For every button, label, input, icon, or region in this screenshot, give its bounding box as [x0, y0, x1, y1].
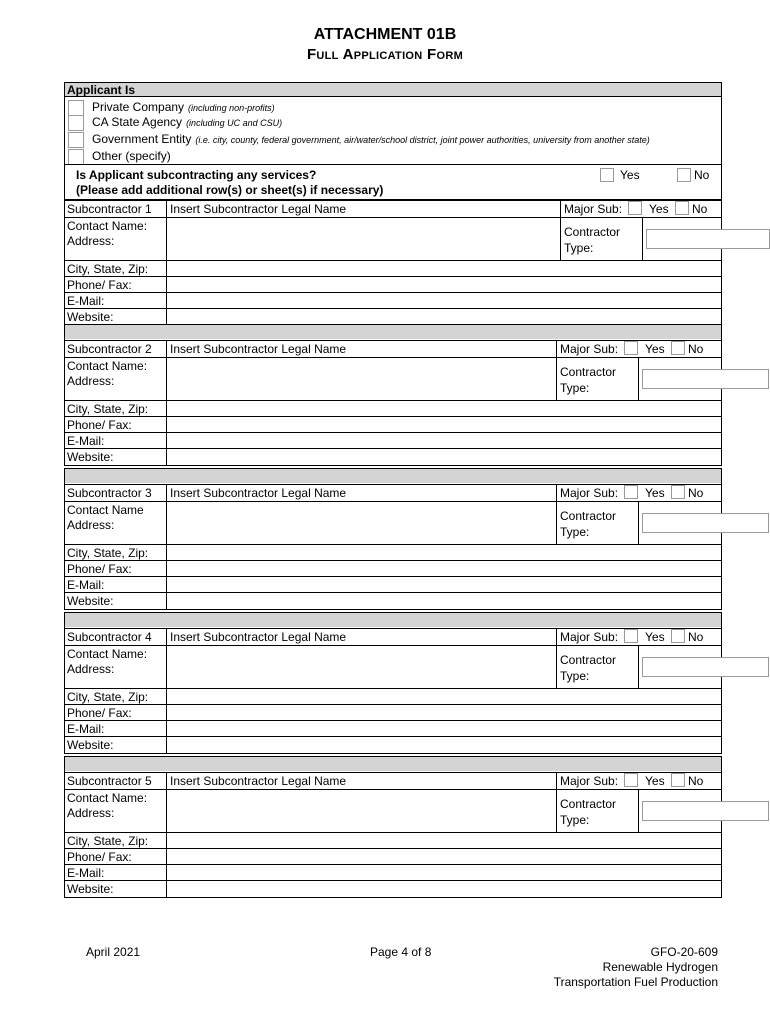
address-label: Address: [67, 806, 115, 820]
city-state-zip-label: City, State, Zip: [67, 690, 149, 704]
contact-name-label: Contact Name: [67, 647, 148, 661]
major-sub-no-label: No [688, 774, 704, 788]
applicant-option-label: CA State Agency [92, 115, 183, 129]
applicant-option-label: Private Company [92, 100, 185, 114]
major-sub-no-checkbox[interactable] [671, 629, 685, 643]
major-sub-yes-checkbox[interactable] [624, 773, 638, 787]
contractor-type-label: Contractor [560, 797, 617, 811]
major-sub-yes-label: Yes [645, 342, 665, 356]
contractor-type-input[interactable] [642, 801, 769, 821]
subcontractor-legal-name[interactable]: Insert Subcontractor Legal Name [170, 486, 347, 500]
applicant-option [92, 115, 282, 130]
applicant-option-note: (including non-profits) [188, 103, 275, 113]
footer-doc-id: GFO-20-609 [650, 945, 718, 959]
separator-bar [65, 613, 721, 627]
major-sub-yes-checkbox[interactable] [624, 485, 638, 499]
contractor-type-label: Contractor [560, 365, 617, 379]
subcontract-question: Is Applicant subcontracting any services? [76, 168, 317, 182]
contact-name-label: Contact Name: [67, 219, 148, 233]
address-label: Address: [67, 662, 115, 676]
applicant-option [92, 100, 275, 115]
address-label: Address: [67, 518, 115, 532]
major-sub-yes-checkbox[interactable] [624, 341, 638, 355]
address-label: Address: [67, 234, 115, 248]
major-sub-label: Major Sub: [560, 486, 619, 500]
contractor-type-label-2: Type: [560, 381, 590, 395]
website-label: Website: [67, 310, 114, 324]
phone-fax-label: Phone/ Fax: [67, 706, 132, 720]
major-sub-yes-label: Yes [645, 630, 665, 644]
major-sub-label: Major Sub: [560, 342, 619, 356]
subcontract-yes-checkbox[interactable] [600, 168, 614, 182]
footer-date: April 2021 [86, 945, 141, 959]
email-label: E-Mail: [67, 578, 105, 592]
subcontractor-label: Subcontractor 1 [67, 202, 152, 216]
applicant-option-note: (including UC and CSU) [186, 118, 283, 128]
major-sub-no-label: No [688, 630, 704, 644]
website-label: Website: [67, 594, 114, 608]
address-label: Address: [67, 374, 115, 388]
footer-program-detail: Transportation Fuel Production [553, 975, 718, 989]
major-sub-no-label: No [688, 342, 704, 356]
applicant-header: Applicant Is [67, 83, 136, 97]
subcontractor-legal-name[interactable]: Insert Subcontractor Legal Name [170, 342, 347, 356]
major-sub-yes-label: Yes [645, 486, 665, 500]
major-sub-no-checkbox[interactable] [671, 773, 685, 787]
subcontract-note: (Please add additional row(s) or sheet(s) if necessary) [76, 183, 384, 197]
contractor-type-label: Contractor [564, 225, 621, 239]
subcontractor-label: Subcontractor 4 [67, 630, 152, 644]
contact-name-label: Contact Name: [67, 791, 148, 805]
subcontract-no-checkbox[interactable] [677, 168, 691, 182]
contractor-type-label-2: Type: [560, 669, 590, 683]
major-sub-yes-label: Yes [649, 202, 669, 216]
applicant-option-note: (i.e. city, county, federal government, air/water/school district, joint power authorities, university from another state) [195, 135, 650, 145]
contact-name-label: Contact Name [67, 503, 144, 517]
email-label: E-Mail: [67, 866, 105, 880]
major-sub-no-label: No [688, 486, 704, 500]
subcontractor-label: Subcontractor 3 [67, 486, 152, 500]
applicant-header-bar [65, 83, 721, 96]
subcontractor-legal-name[interactable]: Insert Subcontractor Legal Name [170, 202, 347, 216]
phone-fax-label: Phone/ Fax: [67, 418, 132, 432]
subcontract-no-label: No [694, 168, 710, 182]
city-state-zip-label: City, State, Zip: [67, 546, 149, 560]
subcontractor-label: Subcontractor 2 [67, 342, 152, 356]
subcontractor-label: Subcontractor 5 [67, 774, 152, 788]
contractor-type-label: Contractor [560, 653, 617, 667]
major-sub-label: Major Sub: [560, 774, 619, 788]
separator-bar [65, 757, 721, 771]
city-state-zip-label: City, State, Zip: [67, 262, 149, 276]
city-state-zip-label: City, State, Zip: [67, 402, 149, 416]
contractor-type-input[interactable] [642, 513, 769, 533]
email-label: E-Mail: [67, 434, 105, 448]
email-label: E-Mail: [67, 722, 105, 736]
footer-page: Page 4 of 8 [370, 945, 432, 959]
subcontract-yes-label: Yes [620, 168, 640, 182]
applicant-option [92, 132, 650, 147]
contact-name-label: Contact Name: [67, 359, 148, 373]
city-state-zip-label: City, State, Zip: [67, 834, 149, 848]
page-subtitle: Full Application Form [306, 46, 464, 63]
major-sub-no-checkbox[interactable] [671, 485, 685, 499]
subcontractor-legal-name[interactable]: Insert Subcontractor Legal Name [170, 774, 347, 788]
contractor-type-input[interactable] [642, 657, 769, 677]
page-title: ATTACHMENT 01B [313, 26, 457, 43]
separator-bar [65, 469, 721, 483]
major-sub-yes-checkbox[interactable] [624, 629, 638, 643]
applicant-option-label: Government Entity [92, 132, 192, 146]
major-sub-yes-label: Yes [645, 774, 665, 788]
website-label: Website: [67, 738, 114, 752]
applicant-option [92, 149, 175, 164]
major-sub-no-label: No [692, 202, 708, 216]
phone-fax-label: Phone/ Fax: [67, 278, 132, 292]
phone-fax-label: Phone/ Fax: [67, 562, 132, 576]
separator-bar [65, 325, 721, 339]
phone-fax-label: Phone/ Fax: [67, 850, 132, 864]
contractor-type-label: Contractor [560, 509, 617, 523]
applicant-option-checkbox[interactable] [68, 132, 84, 148]
footer-program: Renewable Hydrogen [602, 960, 718, 974]
website-label: Website: [67, 882, 114, 896]
website-label: Website: [67, 450, 114, 464]
applicant-option-checkbox[interactable] [68, 149, 84, 165]
subcontractor-legal-name[interactable]: Insert Subcontractor Legal Name [170, 630, 347, 644]
major-sub-label: Major Sub: [560, 630, 619, 644]
contractor-type-label-2: Type: [560, 813, 590, 827]
contractor-type-label-2: Type: [564, 241, 594, 255]
email-label: E-Mail: [67, 294, 105, 308]
major-sub-no-checkbox[interactable] [671, 341, 685, 355]
applicant-option-label: Other (specify) [92, 149, 171, 163]
contractor-type-label-2: Type: [560, 525, 590, 539]
major-sub-yes-checkbox[interactable] [628, 201, 642, 215]
major-sub-no-checkbox[interactable] [675, 201, 689, 215]
contractor-type-input[interactable] [646, 229, 770, 249]
major-sub-label: Major Sub: [564, 202, 623, 216]
applicant-option-checkbox[interactable] [68, 115, 84, 131]
applicant-option-checkbox[interactable] [68, 100, 84, 116]
contractor-type-input[interactable] [642, 369, 769, 389]
